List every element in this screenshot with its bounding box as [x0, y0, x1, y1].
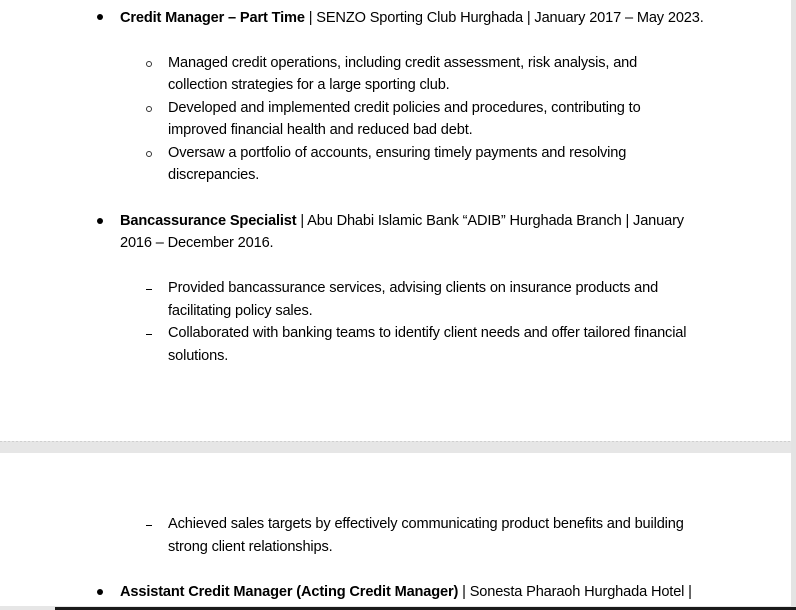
bullet-dash-icon: [146, 289, 152, 290]
bullet-text: Developed and implemented credit policies and procedures, contributing to: [168, 100, 641, 116]
page-break-divider: [0, 441, 791, 442]
job-title: Bancassurance Specialist: [120, 213, 297, 229]
job-title: Assistant Credit Manager (Acting Credit Manager): [120, 584, 459, 600]
job-details-continued: 2016 – December 2016.: [120, 235, 274, 251]
job-details: | Sonesta Pharaoh Hurghada Hotel |: [458, 584, 692, 600]
job-details: | SENZO Sporting Club Hurghada | January 2017 – May 2023.: [304, 10, 704, 26]
job-title: Credit Manager – Part Time: [120, 10, 305, 26]
vertical-scrollbar-track[interactable]: [791, 0, 796, 610]
bullet-text: Provided bancassurance services, advising clients on insurance products and: [168, 280, 659, 296]
bullet-text: Managed credit operations, including credit assessment, risk analysis, and: [168, 55, 638, 71]
bullet-text: Collaborated with banking teams to identify client needs and offer tailored financial: [168, 325, 687, 341]
job-heading: [120, 581, 692, 604]
bullet-dash-icon: [146, 525, 152, 526]
bullet-disc-icon: [97, 218, 103, 224]
bullet-text: facilitating policy sales.: [168, 303, 313, 319]
bullet-text: Achieved sales targets by effectively communicating product benefits and building: [168, 516, 684, 532]
bullet-circle-icon: [146, 106, 152, 112]
bullet-dash-icon: [146, 334, 152, 335]
bullet-text: solutions.: [168, 348, 229, 364]
bullet-circle-icon: [146, 61, 152, 67]
bullet-text: improved financial health and reduced bad debt.: [168, 122, 473, 138]
bullet-circle-icon: [146, 151, 152, 157]
job-details: | Abu Dhabi Islamic Bank “ADIB” Hurghada Branch | January: [296, 213, 684, 229]
bullet-disc-icon: [97, 589, 103, 595]
job-heading: [120, 210, 684, 233]
bullet-text: strong client relationships.: [168, 539, 333, 555]
bullet-disc-icon: [97, 14, 103, 20]
document-page-2: [0, 453, 791, 606]
job-heading: [120, 7, 704, 30]
bullet-text: collection strategies for a large sporting club.: [168, 77, 450, 93]
bullet-text: discrepancies.: [168, 167, 260, 183]
bullet-text: Oversaw a portfolio of accounts, ensuring timely payments and resolving: [168, 145, 627, 161]
